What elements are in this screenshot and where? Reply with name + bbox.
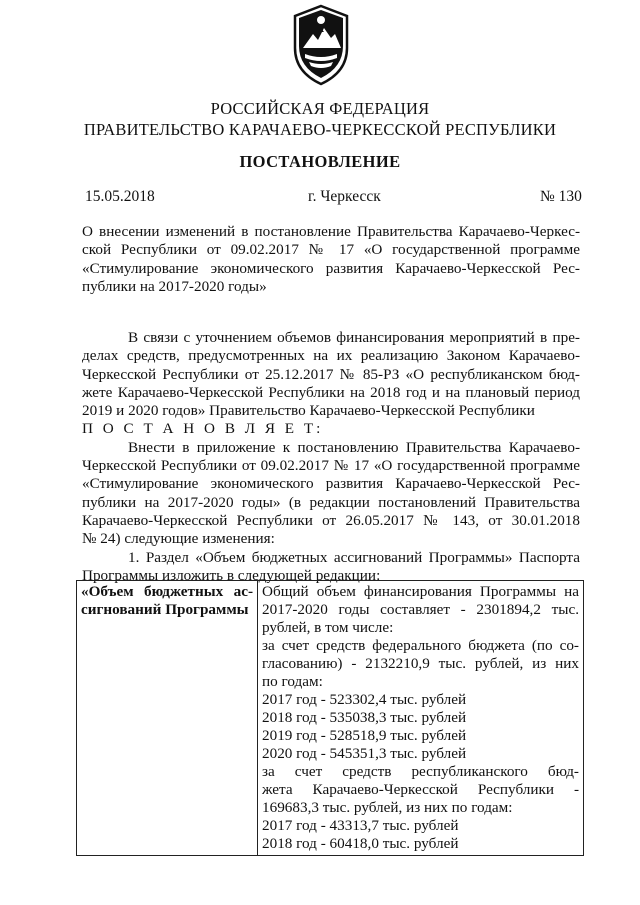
preamble-line: делах средств, предусмотренных на их реализацию Законом Карачаево- bbox=[82, 347, 580, 365]
table-label-cell bbox=[77, 581, 258, 856]
preamble-block bbox=[82, 329, 580, 585]
table-value-line: по годам: bbox=[262, 673, 323, 690]
table-value-line: 2019 год - 528518,9 тыс. рублей bbox=[262, 727, 467, 744]
decree-word: П О С Т А Н О В Л Я Е Т: bbox=[82, 420, 324, 438]
body-line: Черкесской Республики от 09.02.2017 № 17 «О государственной программе bbox=[82, 457, 580, 475]
table-value-line: 2017-2020 годы составляет - 2301894,2 тыс. bbox=[262, 601, 579, 618]
table-value-line: 169683,3 тыс. рублей, из них по годам: bbox=[262, 799, 513, 816]
header-country: РОССИЙСКАЯ ФЕДЕРАЦИЯ bbox=[210, 99, 430, 118]
table-value-line: рублей, в том числе: bbox=[262, 619, 394, 636]
subject-line: «Стимулирование экономического развития Карачаево-Черкесской Рес- bbox=[82, 259, 580, 277]
table-value-line: 2017 год - 523302,4 тыс. рублей bbox=[262, 691, 467, 708]
preamble-line: В связи с уточнением объемов финансирования мероприятий в пре- bbox=[128, 329, 580, 346]
table-value-line: гласованию) - 2132210,9 тыс. рублей, из них bbox=[262, 655, 579, 672]
preamble-line: 2019 и 2020 годов» Правительство Карачаево-Черкесской Республики bbox=[82, 402, 535, 420]
body-line: № 24) следующие изменения: bbox=[82, 530, 275, 548]
body-line: 1. Раздел «Объем бюджетных ассигнований Программы» Паспорта bbox=[128, 548, 580, 566]
table-value-line: жета Карачаево-Черкесской Республики - bbox=[262, 781, 579, 798]
body-line: Программы изложить в следующей редакции: bbox=[82, 566, 381, 584]
body-line: Карачаево-Черкесской Республики от 26.05.2017 № 143, от 30.01.2018 bbox=[82, 511, 580, 529]
table-value-line: 2017 год - 43313,7 тыс. рублей bbox=[262, 817, 459, 834]
preamble-line: Черкесской Республики от 25.12.2017 № 85-РЗ «О республиканском бюд- bbox=[82, 365, 580, 383]
table-value-line: 2020 год - 545351,3 тыс. рублей bbox=[262, 745, 467, 762]
document-number: № 130 bbox=[540, 188, 582, 205]
header-government: ПРАВИТЕЛЬСТВО КАРАЧАЕВО-ЧЕРКЕССКОЙ РЕСПУБЛИКИ bbox=[83, 120, 557, 139]
document-date: 15.05.2018 bbox=[85, 188, 155, 205]
subject-block bbox=[82, 223, 580, 296]
table-row bbox=[77, 581, 584, 856]
document-title: ПОСТАНОВЛЕНИЕ bbox=[239, 152, 401, 171]
program-passport-table bbox=[76, 580, 584, 856]
subject-line: публики на 2017-2020 годы» bbox=[82, 277, 267, 295]
body-line: публики на 2017-2020 годы» (в редакции постановлений Правительства bbox=[82, 493, 580, 511]
coat-of-arms-emblem bbox=[291, 4, 351, 86]
table-label-line: сигнований Программы bbox=[81, 601, 249, 618]
preamble-line: жете Карачаево-Черкесской Республики на 2018 год и на плановый период bbox=[82, 383, 580, 401]
document-city: г. Черкесск bbox=[308, 188, 381, 205]
table-value-line: за счет средств федерального бюджета (по со- bbox=[262, 637, 579, 654]
body-line: Внести в приложение к постановлению Правительства Карачаево- bbox=[128, 438, 580, 456]
body-line: «Стимулирование экономического развития Карачаево-Черкесской Рес- bbox=[82, 475, 580, 493]
table-value-line: 2018 год - 60418,0 тыс. рублей bbox=[262, 835, 459, 852]
table-value-line: 2018 год - 535038,3 тыс. рублей bbox=[262, 709, 467, 726]
table-value-line: Общий объем финансирования Программы на bbox=[262, 583, 579, 600]
table-label-line: «Объем бюджетных ас- bbox=[81, 583, 253, 600]
table-value-line: за счет средств республиканского бюд- bbox=[262, 763, 579, 780]
subject-line: ской Республики от 09.02.2017 № 17 «О государственной программе bbox=[82, 241, 580, 259]
table-value-cell bbox=[258, 581, 584, 856]
subject-line: О внесении изменений в постановление Правительства Карачаево-Черкес- bbox=[82, 223, 580, 240]
